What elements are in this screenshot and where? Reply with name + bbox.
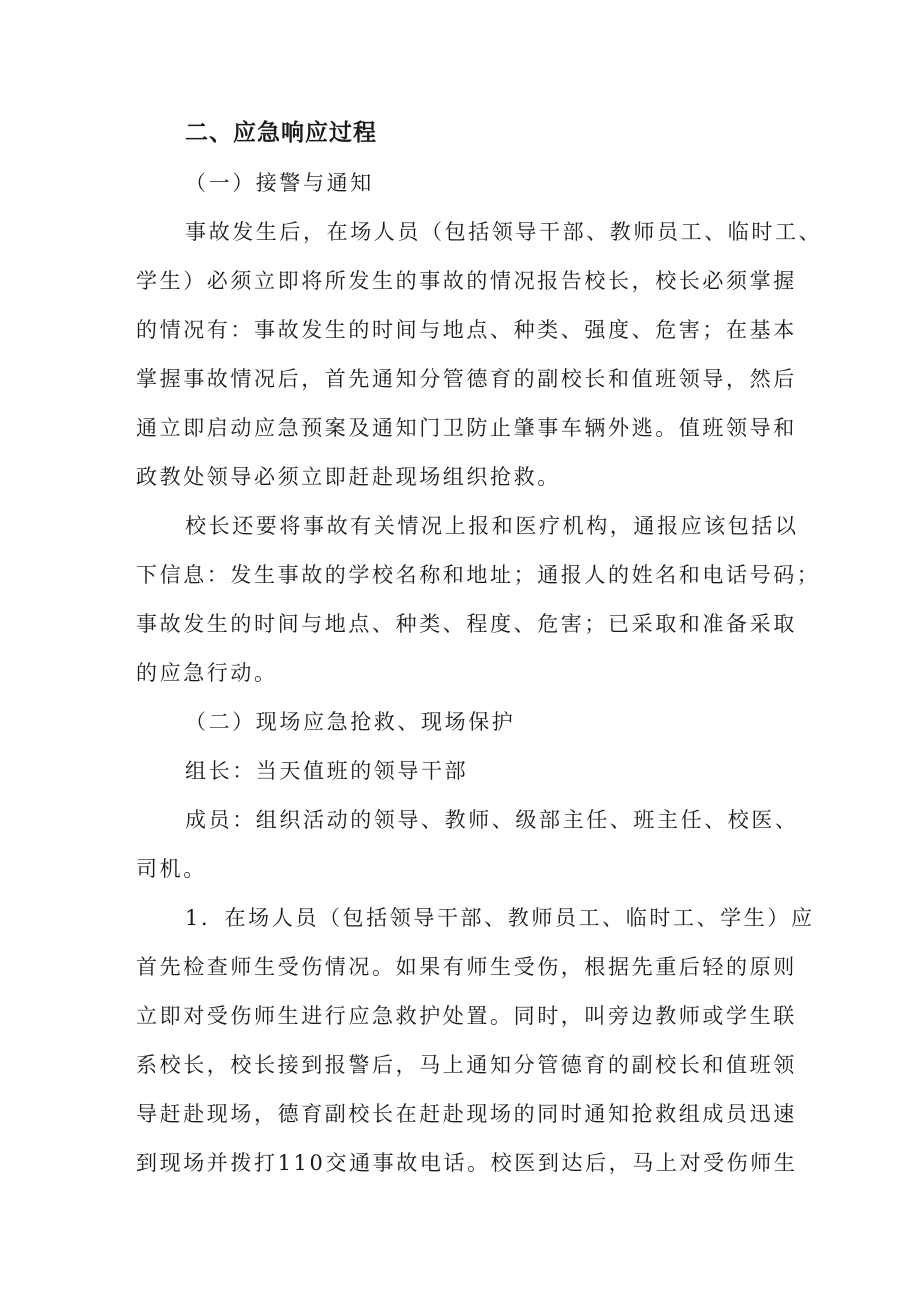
paragraph-line: 司机。 bbox=[136, 857, 207, 881]
paragraph-line: 首先检查师生受伤情况。如果有师生受伤，根据先重后轻的原则 bbox=[136, 955, 797, 979]
paragraph-line: 事故发生后，在场人员（包括领导干部、教师员工、临时工、 bbox=[185, 220, 823, 244]
paragraph-line: 事故发生的时间与地点、种类、程度、危害；已采取和准备采取 bbox=[136, 612, 797, 636]
paragraph-line: 的情况有：事故发生的时间与地点、种类、强度、危害；在基本 bbox=[136, 318, 797, 342]
paragraph-line: 的应急行动。 bbox=[136, 661, 278, 685]
paragraph-line: 通立即启动应急预案及通知门卫防止肇事车辆外逃。值班领导和 bbox=[136, 416, 797, 440]
paragraph-line: 立即对受伤师生进行应急救护处置。同时，叫旁边教师或学生联 bbox=[136, 1004, 797, 1028]
paragraph-line: 到现场并拨打110交通事故电话。校医到达后，马上对受伤师生 bbox=[136, 1151, 798, 1175]
subsection-title-2: （二）现场应急抢救、现场保护 bbox=[185, 710, 516, 734]
paragraph-line: 系校长，校长接到报警后，马上通知分管德育的副校长和值班领 bbox=[136, 1053, 797, 1077]
paragraph-line: 学生）必须立即将所发生的事故的情况报告校长，校长必须掌握 bbox=[136, 269, 797, 293]
paragraph-line: 下信息：发生事故的学校名称和地址；通报人的姓名和电话号码； bbox=[136, 563, 821, 587]
paragraph-line: 掌握事故情况后，首先通知分管德育的副校长和值班领导，然后 bbox=[136, 367, 797, 391]
subsection-title-1: （一）接警与通知 bbox=[185, 171, 374, 195]
leader-line: 组长：当天值班的领导干部 bbox=[185, 759, 469, 783]
paragraph-line: 成员：组织活动的领导、教师、级部主任、班主任、校医、 bbox=[185, 808, 799, 832]
section-heading: 二、应急响应过程 bbox=[185, 120, 377, 146]
paragraph-line: 政教处领导必须立即赶赴现场组织抢救。 bbox=[136, 465, 561, 489]
paragraph-line: 校长还要将事故有关情况上报和医疗机构，通报应该包括以 bbox=[185, 514, 799, 538]
paragraph-line: 1．在场人员（包括领导干部、教师员工、临时工、学生）应 bbox=[185, 906, 815, 930]
paragraph-line: 导赶赴现场，德育副校长在赶赴现场的同时通知抢救组成员迅速 bbox=[136, 1102, 797, 1126]
